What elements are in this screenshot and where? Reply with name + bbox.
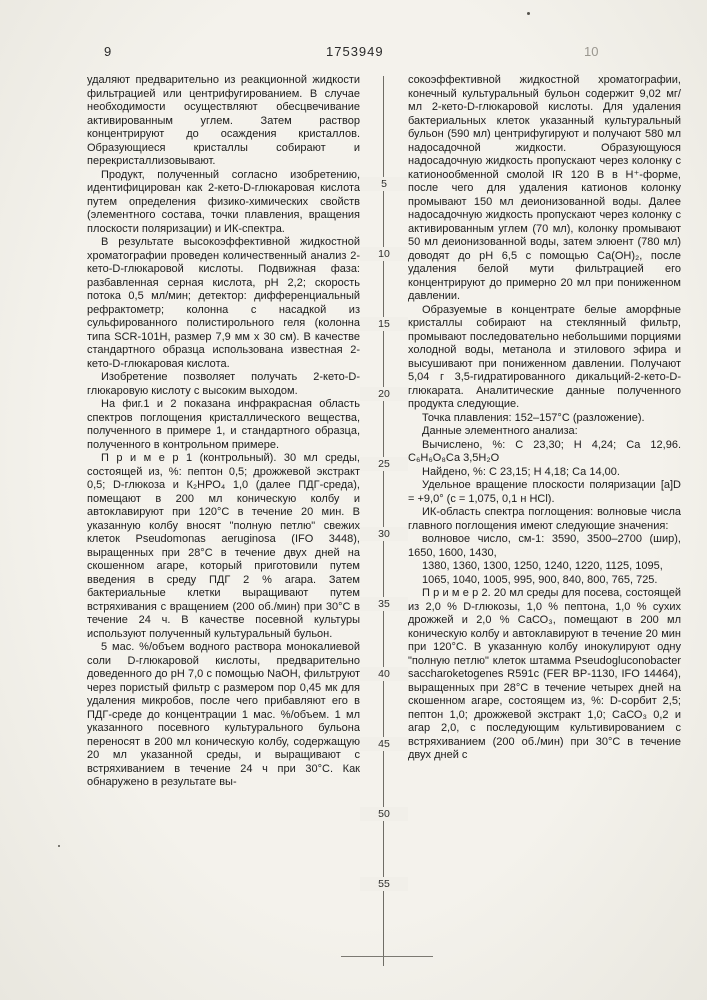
paragraph: Точка плавления: 152–157°С (разложение).	[422, 411, 645, 424]
wavenumber-line: 1065, 1040, 1005, 995, 900, 840, 800, 765, 725.	[422, 573, 658, 586]
gutter-line-number: 30	[360, 527, 408, 541]
gutter-line-number: 25	[360, 457, 408, 471]
page-body	[87, 74, 681, 968]
gutter-line-number: 40	[360, 667, 408, 681]
left-page-number: 9	[104, 44, 112, 59]
paragraph: 5 мас. %/объем водного раствора монокалиевой соли D-глюкаровой кислоты, предварительно доведенного до рН 7,0 с помощью NaOH, фильтруют через пористый фильтр с размером пор 0,45 мк для удаления микробов, после чего прибавляют его в ПДГ-среде до концентрации 1 мас. %/объем. 1 мл указанного посевного культурального бульона переносят в 200 мл коническую колбу, содержащую 20 мл указанной среды, и выращивают с встряхиванием в течение 24 ч при 30°С. Как обнаружено в результате вы-	[87, 641, 360, 788]
center-gutter	[360, 74, 408, 968]
gutter-line-number: 10	[360, 247, 408, 261]
gutter-line-number: 5	[360, 177, 408, 191]
paragraph: волновое число, см-1: 3590, 3500–2700 (шир), 1650, 1600, 1430,	[408, 533, 681, 559]
paragraph: Удельное вращение плоскости поляризации [а]D = +9,0° (с = 1,075, 0,1 н НСl).	[408, 479, 681, 505]
paragraph: Вычислено, %: С 23,30; Н 4,24; Са 12,96. С₆Н₆О₈Са 3,5Н₂О	[408, 438, 681, 464]
gutter-line-number: 35	[360, 597, 408, 611]
paragraph: ИК-область спектра поглощения: волновые числа главного поглощения имеют следующие значения:	[408, 506, 681, 532]
paragraph: П р и м е р 2. 20 мл среды для посева, состоящей из 2,0 % D-глюкозы, 1,0 % пептона, 1,0 % сухих дрожжей и 2,0 % СаСО₃, помещают в 200 мл коническую колбу и автоклавируют в течение 20 мин при 120°С. В указанную колбу инокулируют одну "полную петлю" клеток штамма Pseudogluconobacter saccharoketogenes R591c (FER ВР-1130, IFO 14464), выращенных при 28°С в течение четырех дней на скошенном агаре, состоящем из, %: D-сорбит 2,5; пептон 1,0; дрожжевой экстракт 1,0; СаСО₃ 0,2 и агар 2,0, с последующим культивированием с встряхиванием (200 об./мин) при 30°С в течение двух дней с	[408, 587, 681, 761]
gutter-line-number: 45	[360, 737, 408, 751]
gutter-line-number: 20	[360, 387, 408, 401]
paragraph: Продукт, полученный согласно изобретению, идентифицирован как 2-кето-D-глюкаровая кислота путем определения физико-химических свойств (элементного состава, точки плавления, вращения плоскости поляризации) и ИК-спектра.	[87, 168, 360, 235]
paragraph: сокоэффективной жидкостной хроматографии, конечный культуральный бульон содержит 9,02 мг/мл 2-кето-D-глюкаровой кислоты. Для удаления бактериальных клеток указанный культуральный бульон (590 мл) центрифугируют и получают 580 мл надосадочной жидкости. Образующуюся надосадочную жидкость пропускают через колонку с катионообменной смолой IR 120 В в Н⁺-форме, после чего для удаления катионов колонку промывают 150 мл деионизованной воды. Далее надосадочную жидкость пропускают через колонку с активированным углем (70 мл), колонку промывают 50 мл деионизованной воды, затем элюент (780 мл) доводят до рН 6,5 с помощью Са(ОН)₂, после удаления белой мути фильтрацией его концентрируют до примерно 20 мл при пониженном давлении.	[408, 74, 681, 302]
gutter-line-number: 50	[360, 807, 408, 821]
paragraph: В результате высокоэффективной жидкостной хроматографии проведен количественный анализ 2-кето-D-глюкаровой кислоты. Подвижная фаза: разбавленная серная кислота, рН 2,2; скорость потока 0,5 мл/мин; детектор: дифференциальный рефрактометр; колонна с насадкой из сульфированного полистирольного геля (колонна типа SCR-101Н, размер 7,9 мм х 30 см). В качестве стандартного образца использована известная 2-кето-D-глюкаровая кислота.	[87, 236, 360, 370]
paragraph: На фиг.1 и 2 показана инфракрасная область спектров поглощения кристаллического вещества, полученного в примере 1, и стандартного образца, полученного в контрольном примере.	[87, 398, 360, 451]
patent-number: 1753949	[326, 44, 384, 59]
paragraph: удаляют предварительно из реакционной жидкости фильтрацией или центрифугированием. В случае необходимости осуществляют обесцвечивание активированным углем. Затем раствор концентрируют до осаждения кристаллов. Образующиеся кристаллы собирают и перекристаллизовывают.	[87, 74, 360, 167]
scan-speck	[527, 12, 530, 15]
paragraph: Образуемые в концентрате белые аморфные кристаллы собирают на стеклянный фильтр, промывают последовательно небольшими порциями холодной воды, метанола и этилового эфира и высушивают при пониженном давлении. Получают 5,04 г 3,5-гидратированного дикальций-2-кето-D-глюкарата. Аналитические данные полученного продукта следующие.	[408, 303, 681, 410]
right-page-number: 10	[584, 44, 599, 59]
gutter-line-number: 55	[360, 877, 408, 891]
right-column	[408, 74, 681, 968]
gutter-line-number: 15	[360, 317, 408, 331]
paragraph: Данные элементного анализа:	[422, 425, 578, 437]
column-divider-line	[383, 76, 384, 966]
footer-rule-line	[341, 956, 433, 957]
wavenumber-line: 1380, 1360, 1300, 1250, 1240, 1220, 1125, 1095,	[422, 560, 663, 572]
scan-speck	[58, 845, 60, 847]
paragraph: Найдено, %: С 23,15; Н 4,18; Са 14,00.	[422, 465, 620, 478]
left-column	[87, 74, 360, 968]
paragraph: Изобретение позволяет получать 2-кето-D-глюкаровую кислоту с высоким выходом.	[87, 371, 360, 397]
paragraph: П р и м е р 1 (контрольный). 30 мл среды, состоящей из, %: пептон 0,5; дрожжевой экстракт 0,5; D-глюкоза и К₂НРО₄ 1,0 (далее ПДГ-среда), помещают в 200 мл коническую колбу и автоклавируют при 120°С в течение 20 мин. В указанную колбу вносят "полную петлю" свежих клеток Pseudomonas aeruginosa (IFO 3448), выращенных при 28°С в течение двух дней на скошенном агаре, который приготовили путем введения в среду ПДГ 2 % агара. Затем бактериальные клетки выращивают путем встряхивания с вращением (200 об./мин) при 30°С в течение 24 ч. В качестве посевной культуры используют полученный культуральный бульон.	[87, 452, 360, 640]
